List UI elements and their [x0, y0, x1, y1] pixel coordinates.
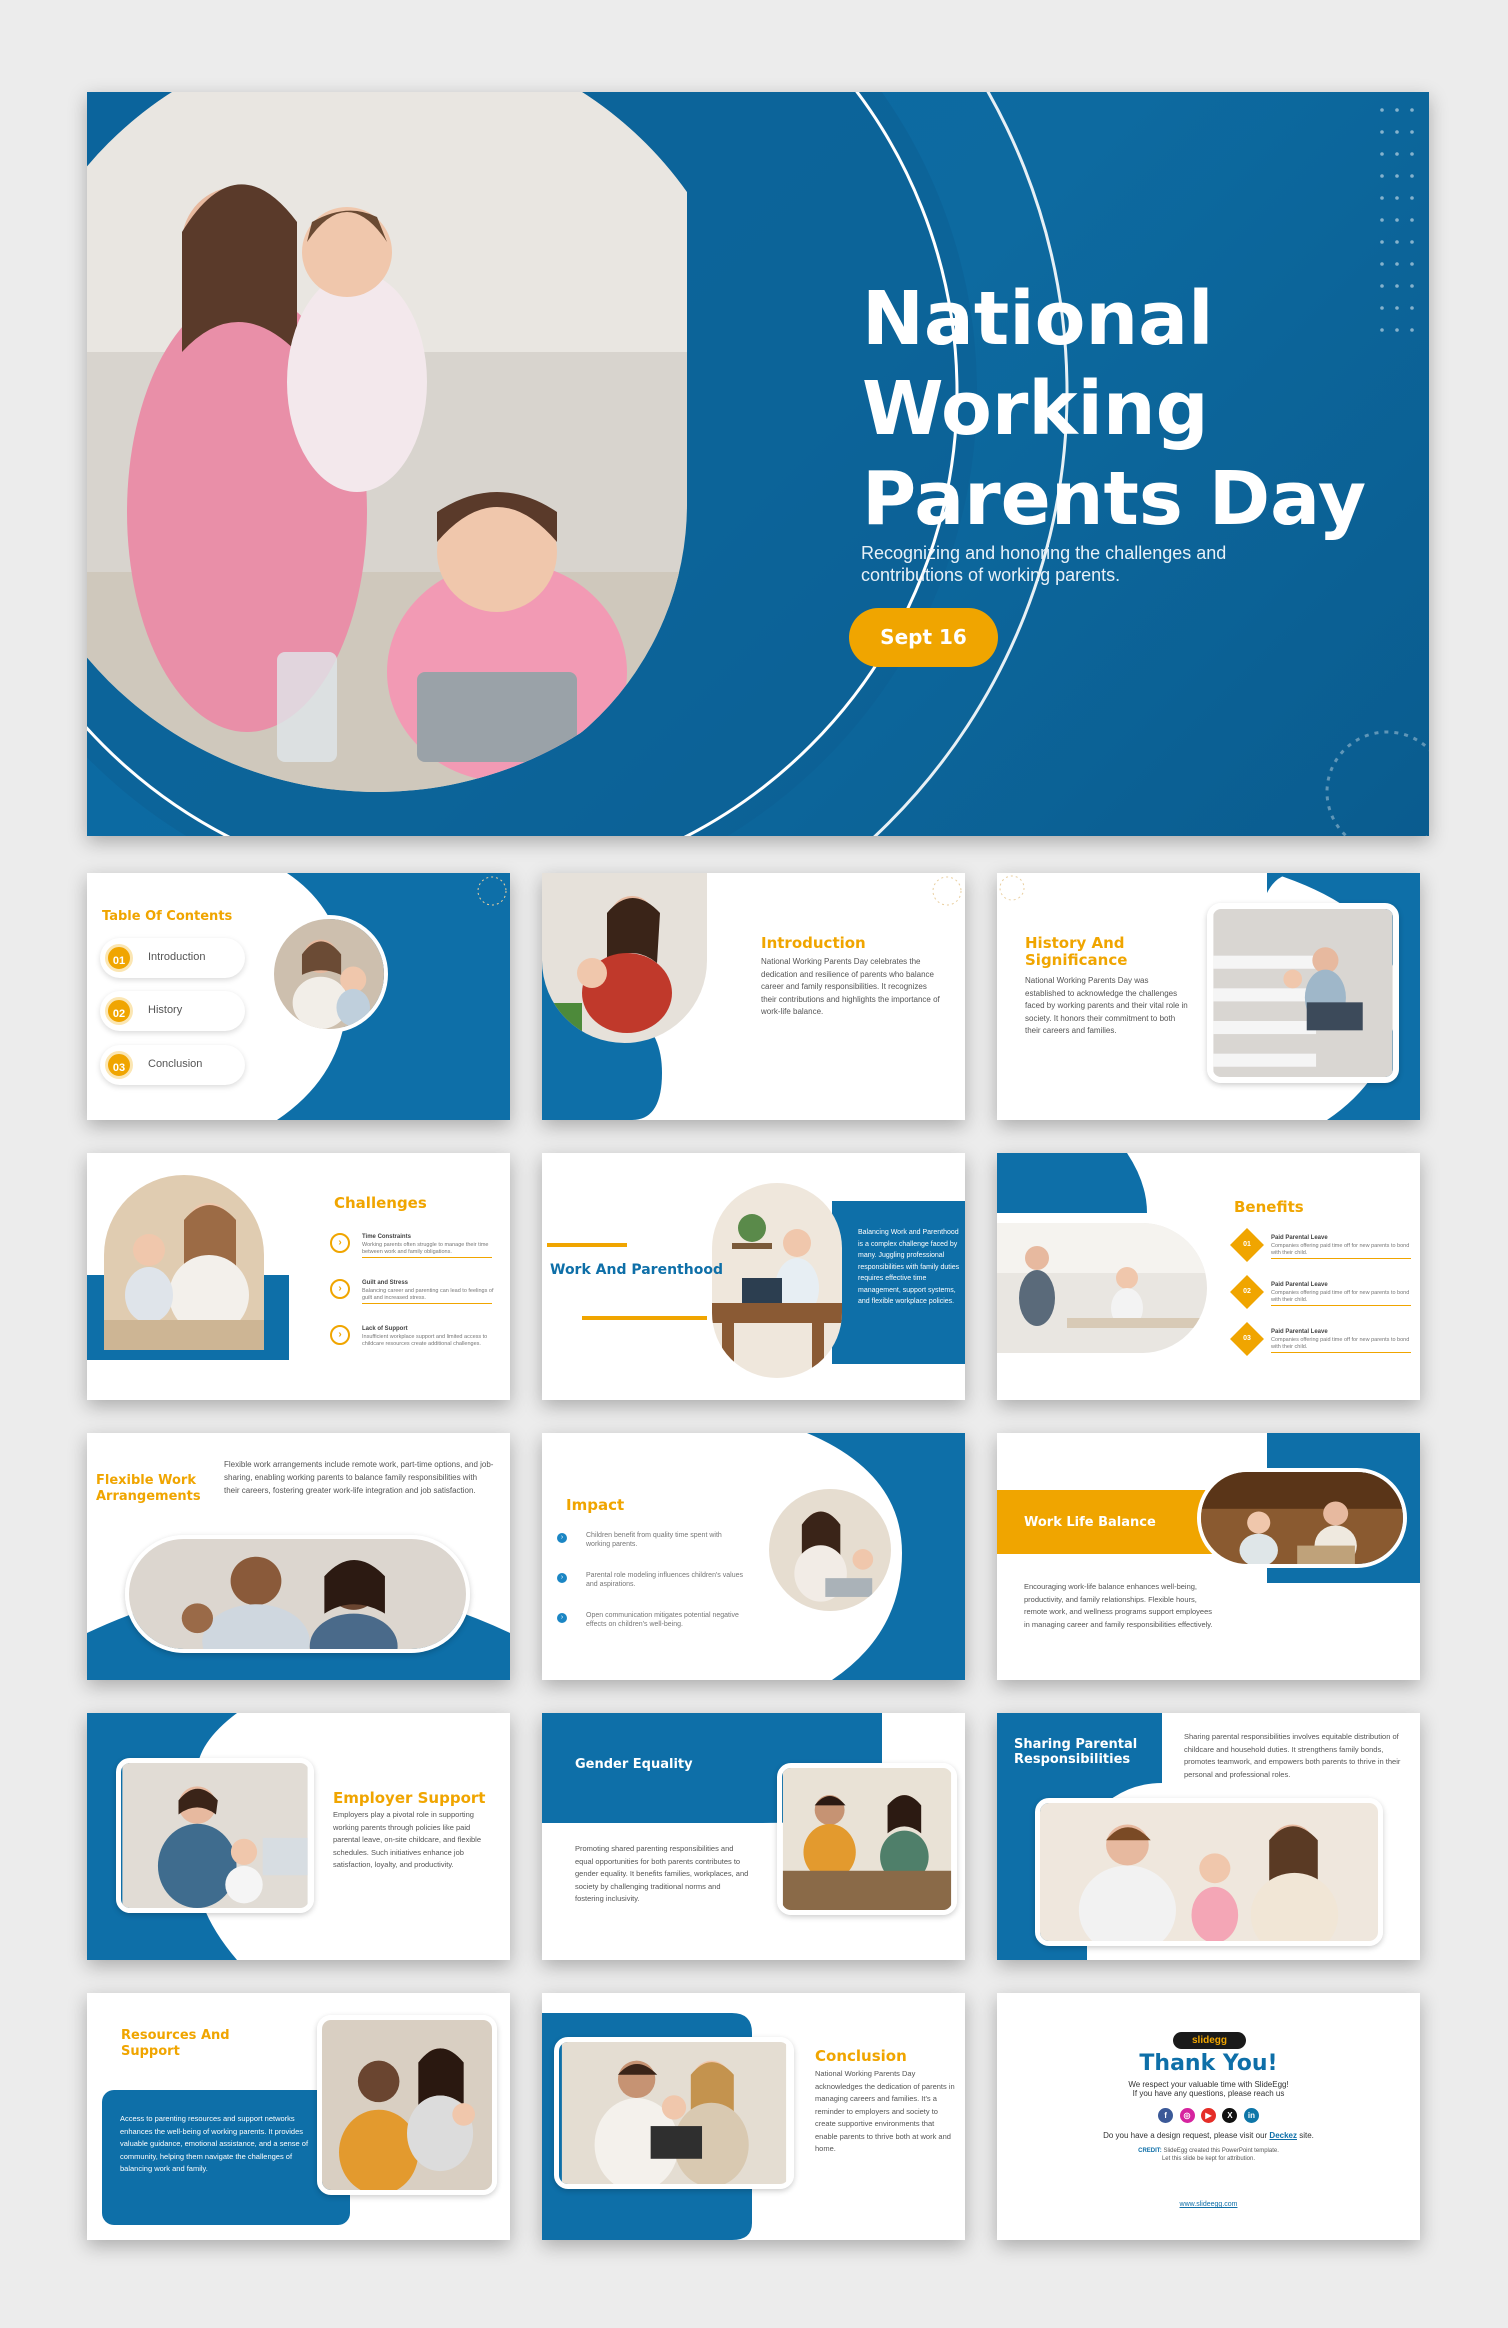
- benefit-number-badge: [1230, 1275, 1264, 1309]
- benefit-item-desc: Companies offering paid time off for new parents to bond with their child.: [1271, 1290, 1410, 1303]
- benefit-number-badge: [1230, 1228, 1264, 1262]
- gender-title: Gender Equality: [575, 1757, 693, 1772]
- benefit-number: 02: [1243, 1288, 1251, 1295]
- benefit-number: 03: [1243, 1335, 1251, 1342]
- flexible-photo: [125, 1535, 470, 1653]
- toc-label: Introduction: [148, 951, 206, 963]
- wlb-photo: [1197, 1468, 1407, 1568]
- challenge-item-title: Lack of Support: [362, 1326, 408, 1332]
- toc-label: History: [148, 1004, 183, 1016]
- employer-photo: [116, 1758, 314, 1913]
- employer-title: Employer Support: [333, 1789, 486, 1807]
- introduction-slide[interactable]: [542, 873, 965, 1120]
- impact-title: Impact: [566, 1496, 625, 1514]
- challenges-title: Challenges: [334, 1194, 427, 1212]
- toc-photo: [270, 915, 388, 1033]
- website-link[interactable]: www.slideegg.com: [1179, 2201, 1238, 2208]
- linkedin-icon[interactable]: in: [1244, 2108, 1259, 2123]
- toc-number: 01: [105, 944, 133, 972]
- date-button[interactable]: Sept 16: [849, 608, 998, 667]
- instagram-icon[interactable]: ◎: [1180, 2108, 1195, 2123]
- work-life-balance-slide[interactable]: [997, 1433, 1420, 1680]
- sharing-body: Sharing parental responsibilities involves equitable distribution of childcare and household duties. It strengthens family bonds, promotes teamwork, and empowers both parents to thrive in their personal and professional roles.: [1184, 1732, 1401, 1779]
- flexible-work-slide[interactable]: [87, 1433, 510, 1680]
- intro-title: Introduction: [761, 934, 866, 952]
- hero-family-photo: [87, 92, 687, 804]
- x-icon[interactable]: X: [1222, 2108, 1237, 2123]
- chevron-right-icon: ›: [330, 1233, 350, 1253]
- conclusion-body: National Working Parents Day acknowledges the dedication of parents in managing careers and families. It's a reminder to employers and society to create supportive environments that enable parents to thrive both at work and home.: [815, 2069, 955, 2153]
- resources-body: Access to parenting resources and support networks enhances the well-being of working parents. It provides valuable guidance, emotional assistance, and a sense of community, helping them navigate the challenges of balancing work and family.: [120, 2114, 309, 2173]
- benefits-slide[interactable]: [997, 1153, 1420, 1400]
- thanks-line-2: If you have any questions, please reach us: [1132, 2089, 1285, 2098]
- employer-body: Employers play a pivotal role in supporting working parents through policies like paid parental leave, on-site childcare, and flexible schedules. Such initiatives enhance job satisfaction, loyalty, and productivity.: [333, 1810, 482, 1869]
- benefit-item-desc: Companies offering paid time off for new parents to bond with their child.: [1271, 1243, 1410, 1256]
- impact-item: Open communication mitigates potential negative effects on children's well-being.: [586, 1612, 739, 1628]
- divider: [362, 1257, 492, 1258]
- credit-line: SlideEgg created this PowerPoint template.: [1163, 2148, 1279, 2154]
- toc-item-conclusion[interactable]: [100, 1045, 245, 1085]
- credit-text: [997, 2148, 1420, 2154]
- social-links: [997, 2105, 1420, 2123]
- divider: [1271, 1352, 1411, 1353]
- benefit-item-title: Paid Parental Leave: [1271, 1282, 1328, 1288]
- chevron-right-icon: ›: [330, 1279, 350, 1299]
- wlb-body: Encouraging work-life balance enhances well-being, productivity, and family relationships. Flexible hours, remote work, and wellness programs support employees in managing career and family responsibilities effectively.: [1024, 1582, 1213, 1629]
- history-slide[interactable]: [997, 873, 1420, 1120]
- benefits-title: Benefits: [1234, 1198, 1304, 1216]
- thank-you-slide[interactable]: [997, 1993, 1420, 2240]
- work-parenthood-title: Work And Parenthood: [550, 1262, 723, 1278]
- youtube-icon[interactable]: ▶: [1201, 2108, 1216, 2123]
- toc-slide[interactable]: [87, 873, 510, 1120]
- impact-slide[interactable]: [542, 1433, 965, 1680]
- benefits-photo: [997, 1223, 1207, 1353]
- design-request-text: [997, 2131, 1420, 2140]
- credit-label: CREDIT:: [1138, 2148, 1162, 2154]
- toc-title: Table Of Contents: [102, 909, 233, 924]
- benefit-number-badge: [1230, 1322, 1264, 1356]
- challenge-item-desc: Balancing career and parenting can lead to feelings of guilt and increased stress.: [362, 1288, 494, 1301]
- toc-item-history[interactable]: [100, 991, 245, 1031]
- chevron-right-icon: ›: [557, 1613, 567, 1623]
- title-slide[interactable]: [87, 92, 1429, 836]
- employer-support-slide[interactable]: [87, 1713, 510, 1960]
- history-photo: [1207, 903, 1399, 1083]
- facebook-icon[interactable]: f: [1158, 2108, 1173, 2123]
- gender-equality-slide[interactable]: [542, 1713, 965, 1960]
- intro-photo: [542, 873, 707, 1043]
- toc-label: Conclusion: [148, 1058, 203, 1070]
- benefit-item-title: Paid Parental Leave: [1271, 1329, 1328, 1335]
- history-title: History And Significance: [1025, 934, 1128, 969]
- toc-item-introduction[interactable]: [100, 938, 245, 978]
- work-parenthood-body: Balancing Work and Parenthood is a complex challenge faced by many. Juggling professional responsibilities with family duties requires effective time management, support systems, and flexible workplace policies.: [858, 1229, 960, 1305]
- flexible-body: Flexible work arrangements include remote work, part-time options, and job-sharing, enabling working parents to balance family responsibilities with their careers, fostering greater work-life integration and job satisfaction.: [224, 1460, 494, 1495]
- conclusion-slide[interactable]: [542, 1993, 965, 2240]
- challenges-slide[interactable]: [87, 1153, 510, 1400]
- divider: [1271, 1258, 1411, 1259]
- wlb-title: Work Life Balance: [1024, 1515, 1156, 1530]
- conclusion-title: Conclusion: [815, 2047, 907, 2065]
- credit-line-2: Let this slide be kept for attribution.: [1161, 2156, 1256, 2162]
- resources-title: Resources And Support: [121, 2028, 230, 2059]
- design-request-label: Do you have a design request, please visit our: [1103, 2131, 1268, 2140]
- impact-item: Parental role modeling influences children's values and aspirations.: [586, 1572, 743, 1588]
- hero-title: National Working Parents Day: [862, 276, 1367, 542]
- thank-you-title: Thank You!: [1139, 2051, 1278, 2076]
- challenge-item-desc: Insufficient workplace support and limited access to childcare resources create additional challenges.: [362, 1334, 488, 1347]
- chevron-right-icon: ›: [330, 1325, 350, 1345]
- challenge-item-desc: Working parents often struggle to manage their time between work and family obligations.: [362, 1242, 489, 1255]
- divider: [362, 1303, 492, 1304]
- toc-number: 02: [105, 997, 133, 1025]
- flexible-title: Flexible Work Arrangements: [96, 1473, 201, 1504]
- resources-photo: [317, 2015, 497, 2195]
- thanks-line-1: We respect your valuable time with SlideEgg!: [1128, 2080, 1289, 2089]
- benefit-number: 01: [1243, 1241, 1251, 1248]
- design-request-suffix: site.: [1299, 2131, 1314, 2140]
- sharing-photo: [1035, 1798, 1383, 1946]
- hero-subtitle: Recognizing and honoring the challenges and contributions of working parents.: [861, 543, 1227, 585]
- work-parenthood-slide[interactable]: [542, 1153, 965, 1400]
- slidegg-logo: slidegg: [1173, 2032, 1246, 2049]
- impact-decoration: [542, 1433, 965, 1680]
- chevron-right-icon: ›: [557, 1573, 567, 1583]
- challenge-item-title: Time Constraints: [362, 1234, 411, 1240]
- impact-photo: [765, 1485, 895, 1615]
- chevron-right-icon: ›: [557, 1533, 567, 1543]
- gender-body: Promoting shared parenting responsibilities and equal opportunities for both parents contributes to gender equality. It benefits families, workplaces, and society by challenging traditional norms and fostering inclusivity.: [575, 1844, 749, 1903]
- toc-number: 03: [105, 1051, 133, 1079]
- benefit-item-title: Paid Parental Leave: [1271, 1235, 1328, 1241]
- deckez-link[interactable]: Deckez: [1269, 2131, 1297, 2140]
- challenges-photo: [104, 1175, 264, 1350]
- impact-item: Children benefit from quality time spent with working parents.: [586, 1532, 722, 1548]
- work-parenthood-photo: [712, 1183, 842, 1378]
- intro-body: National Working Parents Day celebrates the dedication and resilience of parents who balance career and family responsibilities. It recognizes their contributions and highlights the importance of work-life balance.: [761, 957, 940, 1016]
- gender-photo: [777, 1763, 957, 1915]
- sharing-title: Sharing Parental Responsibilities: [1014, 1737, 1138, 1767]
- history-body: National Working Parents Day was established to acknowledge the challenges faced by working parents and their vital role in society. It honors their commitment to both their careers and families.: [1025, 976, 1188, 1035]
- divider: [1271, 1305, 1411, 1306]
- benefit-item-desc: Companies offering paid time off for new parents to bond with their child.: [1271, 1337, 1410, 1350]
- sharing-responsibilities-slide[interactable]: [997, 1713, 1420, 1960]
- challenge-item-title: Guilt and Stress: [362, 1280, 409, 1286]
- conclusion-photo: [554, 2037, 794, 2189]
- resources-support-slide[interactable]: [87, 1993, 510, 2240]
